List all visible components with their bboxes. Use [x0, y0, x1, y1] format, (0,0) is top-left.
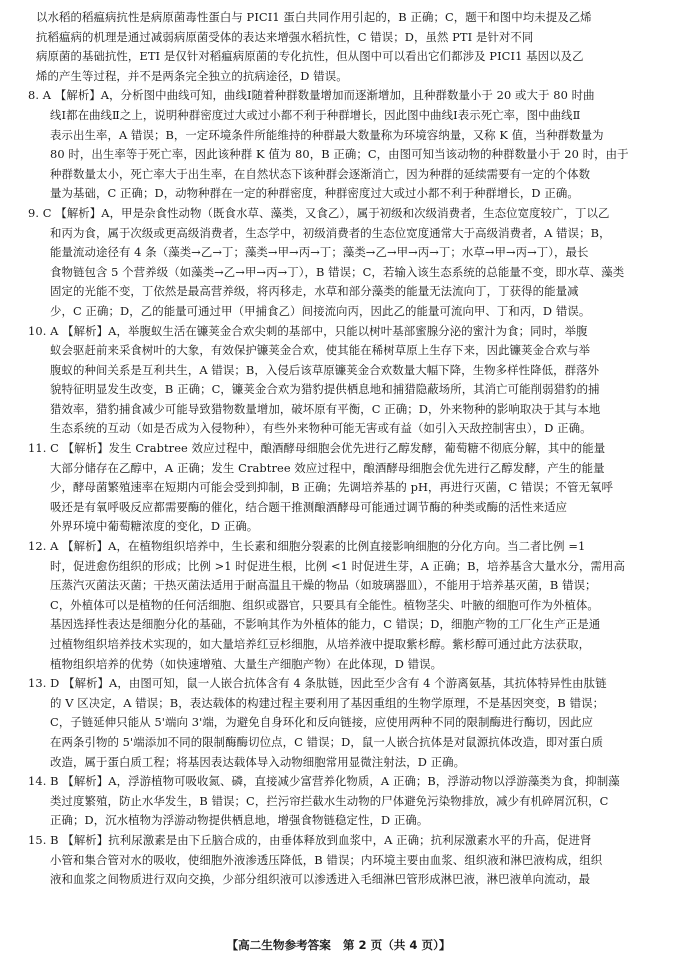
answer-page	[28, 8, 658, 890]
text-line: 8. A 【解析】A，分析图中曲线可知，曲线Ⅰ随着种群数量增加而逐渐增加，且种群数量小于 20 或大于 80 时曲	[28, 88, 595, 103]
text-line: 15. B 【解析】抗利尿激素是由下丘脑合成的，由垂体释放到血浆中，A 正确；抗利尿激素水平的升高，促进肾	[28, 832, 592, 847]
text-line: 表示出生率，A 错误；B，一定环境条件所能维持的种群最大数量称为环境容纳量，又称 K 值，当种群数量为	[50, 127, 604, 142]
text-line: 在两条引物的 5'端添加不同的限制酶酶切位点，C 错误；D，鼠一人嵌合抗体是对鼠源抗体改造，即对蛋白质	[50, 734, 604, 749]
text-line: 9. C 【解析】A，甲是杂食性动物（既食水草、藻类，又食乙），属于初级和次级消费者，生态位宽度较广，丁以乙	[28, 205, 610, 220]
text-line: 能量流动途径有 4 条（藻类→乙→丁；藻类→甲→丙→丁；藻类→乙→甲→丙→丁；水草→甲→丙→丁），最长	[50, 245, 589, 260]
text-line: 吸还是有氧呼吸反应都需要酶的催化，结合题干推测酿酒酵母可能通过调节酶的种类或酶的活性来适应	[50, 499, 568, 514]
text-line: 少，C 正确；D，乙的能量可通过甲（甲捕食乙）间接流向丙，因此乙的能量可流向甲、丁和丙，D 错误。	[50, 303, 591, 318]
text-line: 量为基础，C 正确；D，动物种群在一定的种群密度，种群密度过大或过小都不利于种群增长，D 正确。	[50, 186, 579, 201]
text-line: 小管和集合管对水的吸收，使细胞外液渗透压降低，B 错误；内环境主要由血浆、组织液和淋巴液构成，组织	[50, 852, 603, 867]
text-line: 猎效率，猎豹捕食减少可能导致猎物数量增加，破坏原有平衡，C 正确；D，外来物种的影响取决于其与本地	[50, 401, 601, 416]
text-line: 过植物组织培养技术实现的，如大量培养红豆杉细胞，从培养液中提取紫杉醇。紫杉醇可通过此方法获取，	[50, 637, 591, 651]
text-line: 少，酵母菌繁殖速率在短期内可能会受到抑制，B 正确；先调培养基的 pH，再进行灭菌，C 错误；不管无氧呼	[50, 480, 613, 495]
text-line: 压蒸汽灭菌法灭菌；干热灭菌法适用于耐高温且干燥的物品（如玻璃器皿），不能用于培养基灭菌，B 错误；	[50, 578, 597, 593]
text-line: 腹蚁的种间关系是互利共生，A 错误；B，入侵后该草原镰荚金合欢数量大幅下降，生物多样性降低，群落外	[50, 362, 600, 377]
text-line: 液和血浆之间物质进行双向交换，少部分组织液可以渗透进入毛细淋巴管形成淋巴液，淋巴液单向流动，最	[50, 872, 591, 887]
footer-title: 【高二生物参考答案	[226, 938, 331, 952]
text-line: 时，促进愈伤组织的形成；比例 >1 时促进生根，比例 <1 时促进生芽，A 正确；B，培养基含大量水分，需用高	[50, 558, 625, 573]
text-line: 烯的产生等过程，并不是两条完全独立的抗病途径，D 错误。	[36, 68, 348, 83]
text-line: 抗稻瘟病的机理是通过减弱病原菌受体的表达来增强水稻抗性，C 错误；D，虽然 PTI 是针对不同	[36, 29, 534, 44]
text-line: 的 V 区决定，A 错误；B，表达载体的构建过程主要利用了基因重组的生物学原理，不是基因突变，B 错误；	[50, 695, 605, 710]
text-line: 正确；D，沉水植物为浮游动物提供栖息地，增强食物链稳定性，D 正确。	[50, 813, 429, 828]
text-line: C，外植体可以是植物的任何活细胞、组织或器官，只要具有全能性。植物茎尖、叶腋的细胞可作为外植体。	[50, 597, 599, 612]
text-line: 大部分储存在乙醇中，A 正确；发生 Crabtree 效应过程中，酿酒酵母细胞会优先进行乙醇发酵，产生的能量	[50, 460, 605, 475]
text-line: 外界环境中葡萄糖浓度的变化，D 正确。	[50, 519, 259, 534]
text-line: 10. A 【解析】A，举腹蚁生活在镰荚金合欢尖刺的基部中，只能以树叶基部蜜腺分泌的蜜汁为食；同时，举腹	[28, 323, 588, 338]
text-line: 病原菌的基础抗性，ETI 是仅针对稻瘟病原菌的专化抗性，但从图中可以看出它们都涉及 PICI1 基因以及乙	[36, 49, 584, 64]
text-line: 生态系统的互动（如是否成为入侵物种），有些外来物种可能无害或有益（如引入天敌控制害虫），D 正确。	[50, 421, 592, 436]
footer-page-number: 第 2 页（共 4 页）】	[342, 938, 451, 952]
text-line: 线Ⅰ都在曲线Ⅱ之上，说明种群密度过大或过小都不利于种群增长，因此图中曲线Ⅰ表示死亡率，图中曲线Ⅱ	[50, 107, 581, 122]
text-line: 改造，属于蛋白质工程；将基因表达载体导入动物细胞常用显微注射法，D 正确。	[50, 754, 466, 769]
text-line: 13. D 【解析】A，由图可知，鼠一人嵌合抗体含有 4 条肽链，因此至少含有 4 个游离氨基，其抗体特异性由肽链	[28, 676, 607, 691]
text-line: C，子链延伸只能从 5'端向 3'端，为避免自身环化和反向链接，应使用两种不同的限制酶进行酶切，因此应	[50, 715, 594, 730]
text-line: 基因选择性表达是细胞分化的基础，不影响其作为外植体的能力，C 错误；D，细胞产物的工厂化生产正是通	[50, 617, 601, 632]
text-line: 固定的光能不变，丁依然是最高营养级，将丙移走，水草和部分藻类的能量无法流向丁，丁获得的能量减	[50, 284, 579, 299]
text-line: 种群数量太小，死亡率大于出生率，在自然状态下该种群会逐渐消亡，因为种群的延续需要有一定的个体数	[50, 166, 591, 181]
text-line: 类过度繁殖，防止水华发生，B 错误；C，拦污帘拦截水生动物的尸体避免污染物排放，减少有机碎屑沉积，C	[50, 793, 609, 808]
text-line: 80 时，出生率等于死亡率，因此该种群 K 值为 80，B 正确；C，由图可知当该动物的种群数量小于 20 时，由于	[50, 147, 629, 162]
text-line: 食物链包含 5 个营养级（如藻类→乙→甲→丙→丁），B 错误；C，若输入该生态系统的总能量不变，即水草、藻类	[50, 264, 625, 279]
text-line: 蚁会驱赶前来采食树叶的大象，有效保护镰荚金合欢，使其能在稀树草原上生存下来，因此镰荚金合欢与举	[50, 343, 591, 358]
text-line: 14. B 【解析】A，浮游植物可吸收氮、磷，直接减少富营养化物质，A 正确；B，浮游动物以浮游藻类为食，抑制藻	[28, 774, 620, 789]
text-line: 貌特征明显发生改变，B 正确；C，镰荚金合欢为猎豹提供栖息地和捕猎隐蔽场所，其消亡可能削弱猎豹的捕	[50, 382, 600, 397]
text-line: 以水稻的稻瘟病抗性是病原菌毒性蛋白与 PICI1 蛋白共同作用引起的，B 正确；C，题干和图中均未提及乙烯	[36, 10, 592, 24]
page-footer	[0, 937, 677, 953]
text-line: 12. A 【解析】A，在植物组织培养中，生长素和细胞分裂素的比例直接影响细胞的分化方向。当二者比例 =1	[28, 539, 586, 554]
text-line: 11. C 【解析】发生 Crabtree 效应过程中，酿酒酵母细胞会优先进行乙醇发酵，葡萄糖不彻底分解，其中的能量	[28, 441, 606, 456]
text-line: 和丙为食，属于次级或更高级消费者，生态学中，初级消费者的生态位宽度通常大于高级消费者，A 错误；B，	[50, 225, 611, 240]
text-line: 植物组织培养的优势（如快速增殖、大量生产细胞产物）在此体现，D 错误。	[50, 656, 443, 671]
